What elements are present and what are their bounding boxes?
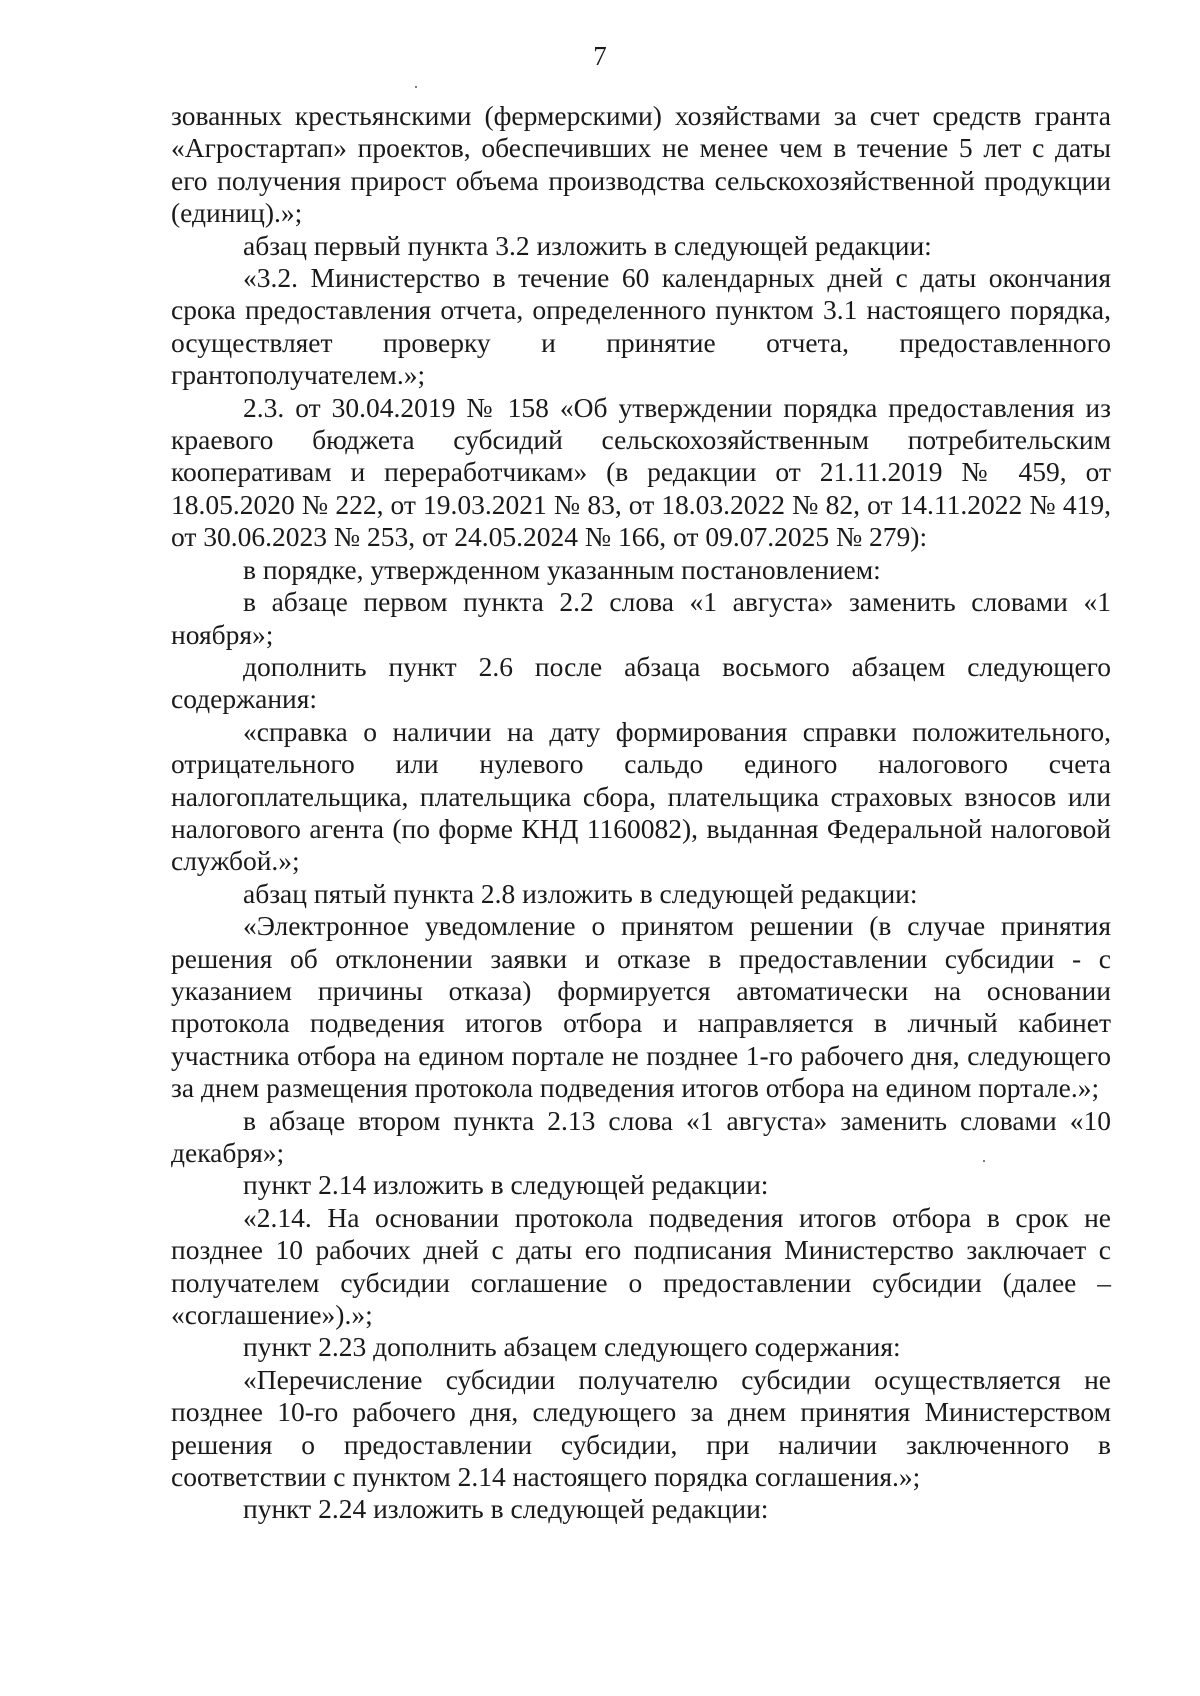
paragraph: в абзаце втором пункта 2.13 слова «1 августа» заменить словами «10 декабря»; xyxy=(171,1104,1111,1168)
paragraph: «справка о наличии на дату формирования справки положительного, отрицательного или нулевого сальдо единого налогового счета налогоплательщика, плательщика сбора, плательщика страховых взносов или налогового агента (по форме КНД 1160082), выданная Федеральной налоговой службой.»; xyxy=(171,715,1111,877)
paragraph: «Электронное уведомление о принятом решении (в случае принятия решения об отклонении заявки и отказе в предоставлении субсидии - с указанием причины отказа) формируется автоматически на основании протокола подведения итогов отбора и направляется в личный кабинет участника отбора на едином портале не позднее 1-го рабочего дня, следующего за днем размещения протокола подведения итогов отбора на едином портале.»; xyxy=(171,910,1111,1104)
paragraph: в абзаце первом пункта 2.2 слова «1 августа» заменить словами «1 ноября»; xyxy=(171,586,1111,650)
paragraph: «2.14. На основании протокола подведения итогов отбора в срок не позднее 10 рабочих дней с даты его подписания Министерство заключает с получателем субсидии соглашение о предоставлении субсидии (далее – «соглашение»).»; xyxy=(171,1201,1111,1331)
paragraph: абзац пятый пункта 2.8 изложить в следующей редакции: xyxy=(243,877,918,909)
paragraph: пункт 2.24 изложить в следующей редакции: xyxy=(243,1493,769,1525)
document-body xyxy=(171,100,1111,1526)
scan-speck xyxy=(415,86,417,88)
paragraph: пункт 2.14 изложить в следующей редакции: xyxy=(243,1169,769,1201)
paragraph: абзац первый пункта 3.2 изложить в следующей редакции: xyxy=(243,229,932,261)
paragraph: дополнить пункт 2.6 после абзаца восьмого абзацем следующего содержания: xyxy=(171,650,1111,715)
paragraph: в порядке, утвержденном указанным постановлением: xyxy=(243,553,881,585)
paragraph: «Перечисление субсидии получателю субсидии осуществляется не позднее 10-го рабочего дня, следующего за днем принятия Министерством решения о предоставлении субсидии, при наличии заключенного в соответствии с пунктом 2.14 настоящего порядка соглашения.»; xyxy=(171,1363,1111,1493)
paragraph-continuation: зованных крестьянскими (фермерскими) хозяйствами за счет средств гранта «Агростартап» проектов, обеспечивших не менее чем в течение 5 лет с даты его получения прирост объема производства сельскохозяйственной продукции (единиц).»; xyxy=(171,100,1111,229)
paragraph: пункт 2.23 дополнить абзацем следующего содержания: xyxy=(243,1331,901,1363)
paragraph: «3.2. Министерство в течение 60 календарных дней с даты окончания срока предоставления отчета, определенного пунктом 3.1 настоящего порядка, осуществляет проверку и принятие отчета, предоставленного грантополучателем.»; xyxy=(171,262,1111,391)
paragraph: 2.3. от 30.04.2019 № 158 «Об утверждении порядка предоставления из краевого бюджета субсидий сельскохозяйственным потребительским кооперативам и переработчикам» (в редакции от 21.11.2019 № 459, от 18.05.2020 № 222, от 19.03.2021 № 83, от 18.03.2022 № 82, от 14.11.2022 № 419, от 30.06.2023 № 253, от 24.05.2024 № 166, от 09.07.2025 № 279): xyxy=(171,391,1111,553)
page-number: 7 xyxy=(593,41,607,71)
